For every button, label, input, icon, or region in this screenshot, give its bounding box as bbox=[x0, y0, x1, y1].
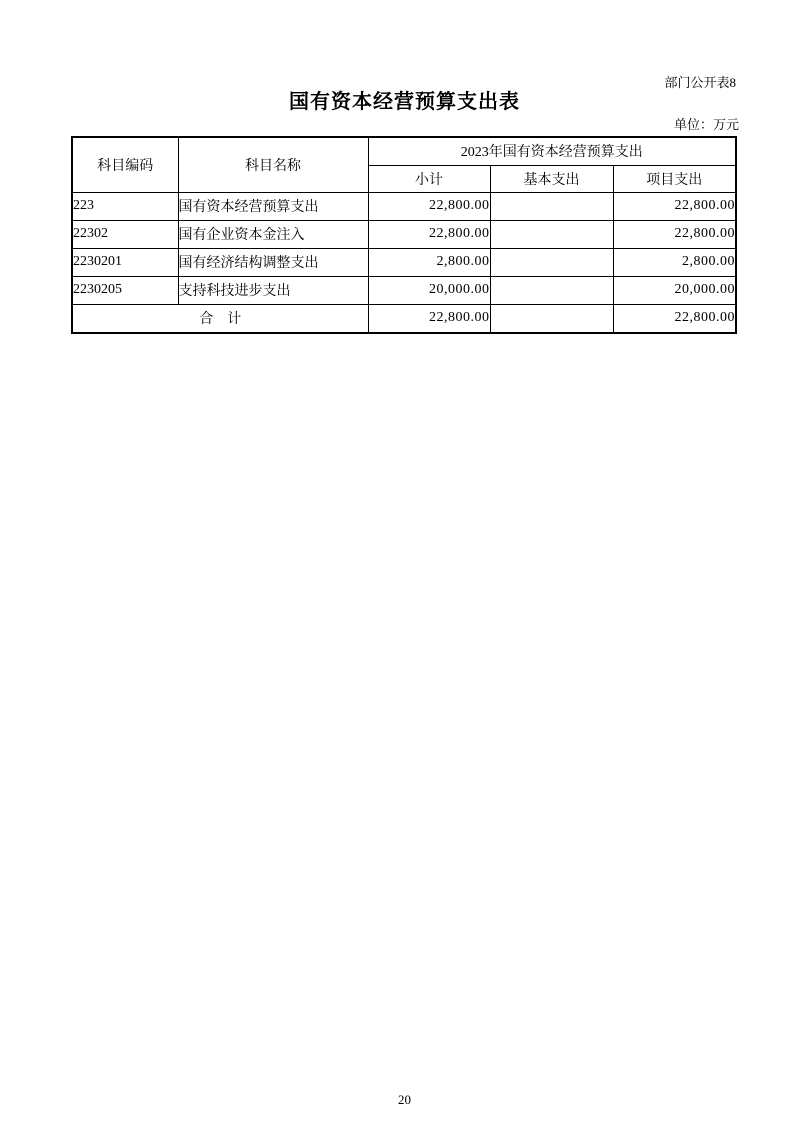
column-header-project: 项目支出 bbox=[613, 165, 736, 192]
cell-project: 22,800.00 bbox=[613, 192, 736, 220]
cell-project: 2,800.00 bbox=[613, 248, 736, 276]
cell-code: 2230201 bbox=[72, 248, 178, 276]
cell-basic bbox=[490, 276, 613, 304]
cell-basic bbox=[490, 220, 613, 248]
table-row bbox=[72, 192, 736, 220]
cell-basic bbox=[490, 248, 613, 276]
cell-total-basic bbox=[490, 304, 613, 333]
cell-total-project: 22,800.00 bbox=[613, 304, 736, 333]
table-row bbox=[72, 276, 736, 304]
cell-project: 22,800.00 bbox=[613, 220, 736, 248]
corner-table-label: 部门公开表8 bbox=[664, 75, 736, 90]
cell-total-subtotal: 22,800.00 bbox=[368, 304, 490, 333]
cell-code: 2230205 bbox=[72, 276, 178, 304]
column-header-name: 科目名称 bbox=[178, 137, 368, 192]
column-header-subtotal: 小计 bbox=[368, 165, 490, 192]
page-number: 20 bbox=[398, 1092, 411, 1107]
cell-name: 国有资本经营预算支出 bbox=[178, 192, 368, 220]
table-total-row bbox=[72, 304, 736, 333]
cell-code: 223 bbox=[72, 192, 178, 220]
cell-name: 国有企业资本金注入 bbox=[178, 220, 368, 248]
cell-subtotal: 22,800.00 bbox=[368, 192, 490, 220]
header-row-group bbox=[72, 137, 736, 165]
budget-expenditure-table bbox=[71, 136, 737, 334]
table-body bbox=[72, 192, 736, 333]
cell-name: 国有经济结构调整支出 bbox=[178, 248, 368, 276]
cell-subtotal: 22,800.00 bbox=[368, 220, 490, 248]
cell-basic bbox=[490, 192, 613, 220]
cell-name: 支持科技进步支出 bbox=[178, 276, 368, 304]
cell-total-label: 合 计 bbox=[72, 304, 368, 333]
page-title: 国有资本经营预算支出表 bbox=[289, 91, 520, 113]
column-header-year-group: 2023年国有资本经营预算支出 bbox=[368, 137, 736, 165]
column-header-basic: 基本支出 bbox=[490, 165, 613, 192]
table-row bbox=[72, 220, 736, 248]
cell-project: 20,000.00 bbox=[613, 276, 736, 304]
column-header-code: 科目编码 bbox=[72, 137, 178, 192]
cell-subtotal: 2,800.00 bbox=[368, 248, 490, 276]
table-header bbox=[72, 137, 736, 192]
cell-subtotal: 20,000.00 bbox=[368, 276, 490, 304]
cell-code: 22302 bbox=[72, 220, 178, 248]
unit-label: 单位：万元 bbox=[673, 117, 739, 132]
table-row bbox=[72, 248, 736, 276]
